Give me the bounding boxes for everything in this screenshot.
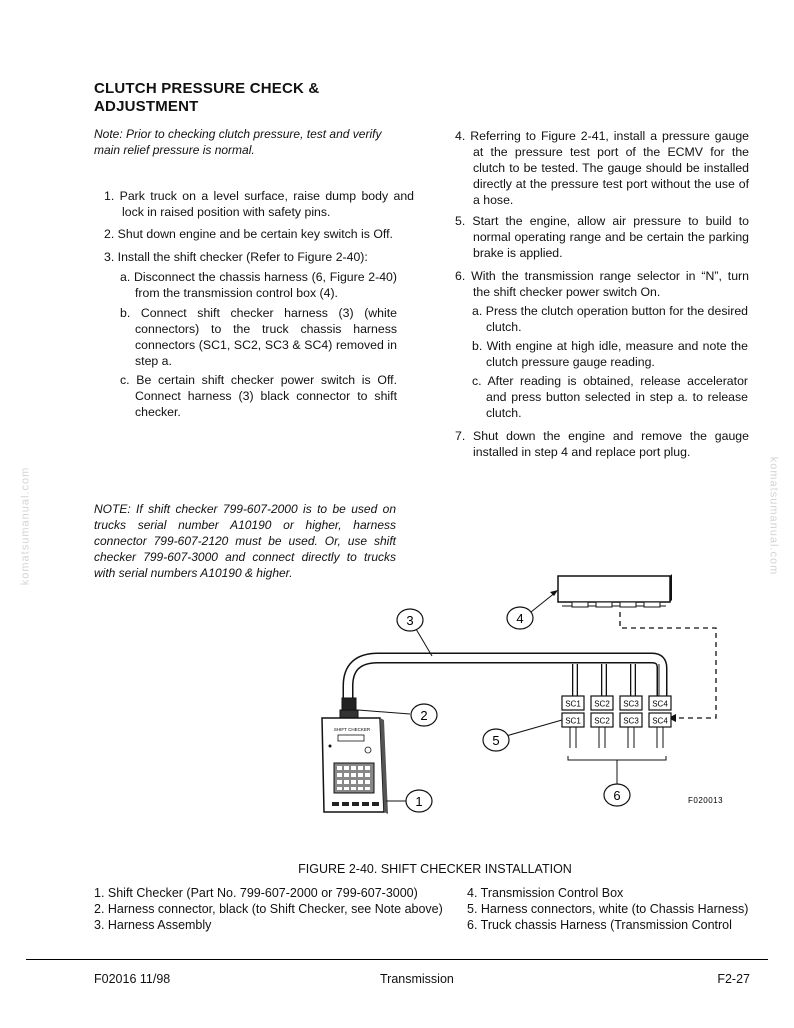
step-4: 4. Referring to Figure 2-41, install a pressure gauge at the pressure test port of the ECMV for the clutch to be tested. The gauge should be installed directly at the pressure test port without the use of a hose.	[455, 129, 749, 207]
svg-text:3: 3	[406, 613, 414, 628]
footer-rule	[26, 959, 768, 960]
watermark-left: komatsumanual.com	[19, 466, 32, 586]
svg-text:6: 6	[613, 788, 621, 803]
callout-1	[386, 790, 432, 812]
legend-item-5: 5. Harness connectors, white (to Chassis Harness)	[467, 902, 749, 916]
step-2: 2. Shut down engine and be certain key switch is Off.	[104, 227, 393, 241]
step-3b: b. Connect shift checker harness (3) (white connectors) to the truck chassis harness connectors (SC1, SC2, SC3 & SC4) removed in step a.	[120, 306, 397, 368]
footer-center: Transmission	[380, 972, 454, 986]
step-5: 5. Start the engine, allow air pressure to build to normal operating range and be certain the parking brake is applied.	[455, 214, 749, 260]
legend-item-2: 2. Harness connector, black (to Shift Checker, see Note above)	[94, 902, 443, 916]
connector-lower-sc4: SC4	[652, 716, 668, 726]
step-6: 6. With the transmission range selector in “N”, turn the shift checker power switch On.	[455, 269, 749, 299]
serial-note: NOTE: If shift checker 799-607-2000 is to be used on trucks serial number A10190 or higher, harness connector 799-607-2120 must be used. Or, use shift checker 799-607-3000 and connect directly to trucks with serial numbers A10190 & higher.	[94, 502, 396, 580]
step-3c: c. Be certain shift checker power switch is Off. Connect harness (3) black connector to shift checker.	[120, 373, 397, 419]
device-label: SHIFT CHECKER	[333, 727, 371, 732]
connector-upper-sc2: SC2	[594, 699, 610, 709]
callout-3	[397, 609, 432, 656]
step-6a: a. Press the clutch operation button for the desired clutch.	[472, 304, 748, 334]
title-line-1: CLUTCH PRESSURE CHECK &	[94, 80, 320, 97]
svg-text:2: 2	[420, 708, 428, 723]
step-3a: a. Disconnect the chassis harness (6, Figure 2-40) from the transmission control box (4).	[120, 270, 397, 300]
harness-connectors-white	[562, 696, 671, 710]
watermark-right: komatsumanual.com	[767, 456, 780, 576]
step-6b: b. With engine at high idle, measure and note the clutch pressure gauge reading.	[472, 339, 748, 369]
legend-left	[94, 885, 466, 933]
svg-text:4: 4	[516, 611, 524, 626]
step-3: 3. Install the shift checker (Refer to Figure 2-40):	[104, 250, 368, 264]
black-harness-connector	[340, 698, 358, 718]
footer-left: F02016 11/98	[94, 972, 171, 986]
title-line-2: ADJUSTMENT	[94, 98, 199, 115]
step-7: 7. Shut down the engine and remove the gauge installed in step 4 and replace port plug.	[455, 429, 749, 459]
connector-upper-sc4: SC4	[652, 699, 668, 709]
harness-assembly	[348, 658, 662, 706]
connector-lower-sc3: SC3	[623, 716, 639, 726]
callout-4	[507, 590, 558, 629]
svg-text:5: 5	[492, 733, 500, 748]
step-6c: c. After reading is obtained, release accelerator and press button selected in step a. to release clutch.	[472, 374, 748, 420]
shift-checker-device	[322, 718, 388, 814]
callout-5	[483, 720, 562, 751]
connector-upper-sc1: SC1	[565, 699, 581, 709]
callout-6	[604, 784, 630, 806]
connector-upper-sc3: SC3	[623, 699, 639, 709]
prior-note: Note: Prior to checking clutch pressure, test and verify main relief pressure is normal.	[94, 127, 382, 157]
legend-item-6: 6. Truck chassis Harness (Transmission Control	[467, 918, 732, 932]
figure-code: F020013	[688, 796, 724, 805]
legend-item-3: 3. Harness Assembly	[94, 918, 212, 932]
step-1: 1. Park truck on a level surface, raise dump body and lock in raised position with safety pins.	[104, 189, 414, 219]
legend-right	[467, 885, 767, 933]
svg-text:1: 1	[415, 794, 423, 809]
shift-checker-diagram	[300, 568, 760, 840]
legend-item-4: 4. Transmission Control Box	[467, 886, 624, 900]
transmission-control-box	[558, 574, 672, 607]
footer-page-number: F2-27	[717, 972, 750, 986]
page-title	[94, 80, 424, 116]
figure-caption: FIGURE 2-40. SHIFT CHECKER INSTALLATION	[298, 862, 572, 876]
connector-lower-sc2: SC2	[594, 716, 610, 726]
connector-lower-sc1: SC1	[565, 716, 581, 726]
chassis-connectors	[562, 713, 671, 748]
legend-item-1: 1. Shift Checker (Part No. 799-607-2000 or 799-607-3000)	[94, 886, 418, 900]
